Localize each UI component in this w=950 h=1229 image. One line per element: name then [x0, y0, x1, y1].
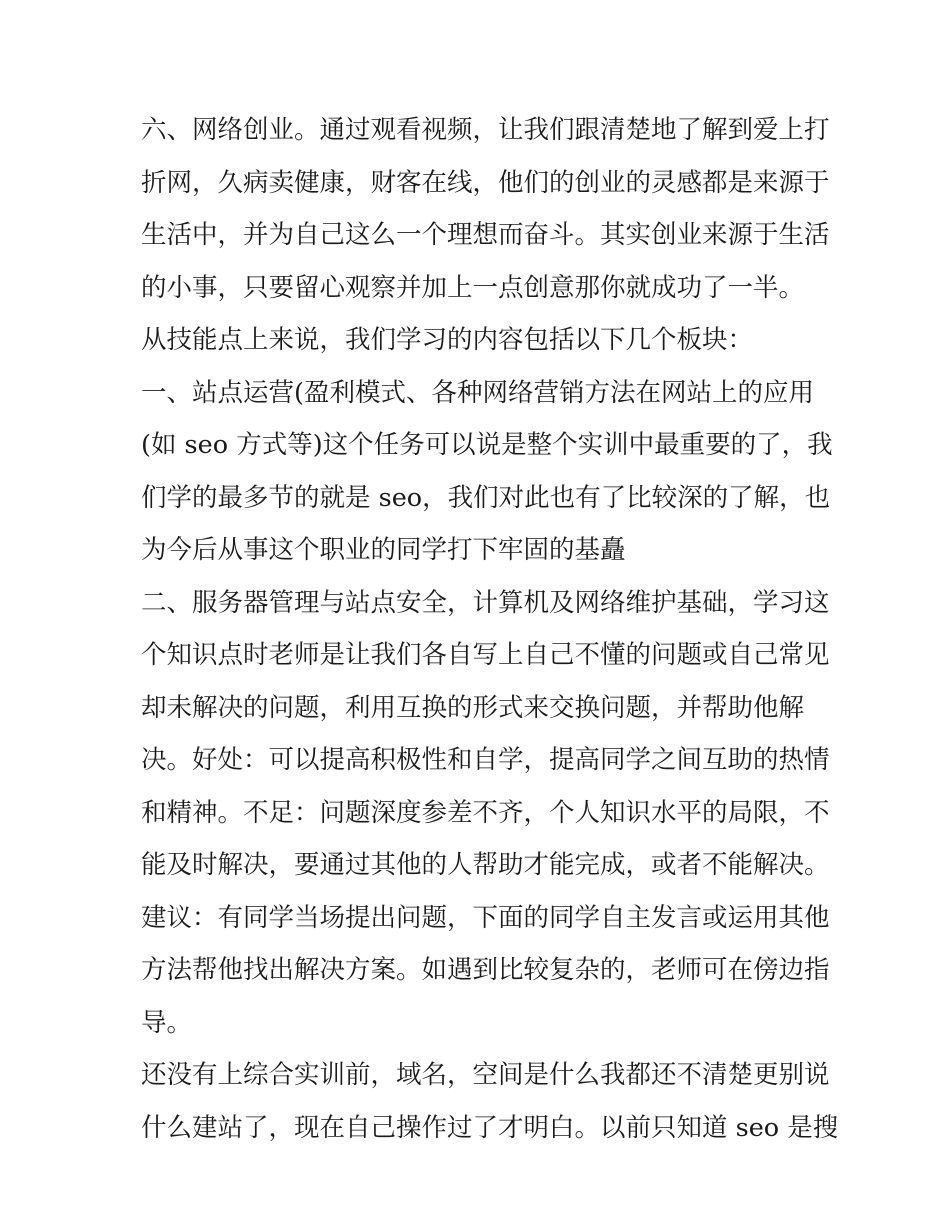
text-line: 生活中，并为自己这么一个理想而奋斗。其实创业来源于生活: [141, 220, 830, 250]
text-line: 的小事，只要留心观察并加上一点创意那你就成功了一半。: [141, 272, 805, 303]
text-line: 折网，久病卖健康，财客在线，他们的创业的灵感都是来源于: [141, 167, 830, 198]
text-line: 为今后从事这个职业的同学打下牢固的基矗: [141, 535, 626, 565]
text-line: 个知识点时老师是让我们各自写上自己不懂的问题或自己常见: [141, 640, 830, 670]
text-line: 们学的最多节的就是 seo，我们对此也有了比较深的了解，也: [141, 482, 831, 513]
text-line: 能及时解决，要通过其他的人帮助才能完成，或者不能解决。: [141, 850, 830, 880]
text-line: 什么建站了，现在自己操作过了才明白。以前只知道 seo 是搜: [141, 1112, 839, 1143]
document-body: [141, 104, 839, 1154]
text-line: (如 seo 方式等)这个任务可以说是整个实训中最重要的了，我: [141, 430, 833, 460]
text-line: 二、服务器管理与站点安全，计算机及网络维护基础，学习这: [141, 587, 830, 618]
text-line: 和精神。不足：问题深度参差不齐，个人知识水平的局限，不: [141, 797, 830, 828]
text-line: 却未解决的问题，利用互换的形式来交换问题，并帮助他解: [141, 692, 805, 723]
text-line: 六、网络创业。通过观看视频，让我们跟清楚地了解到爱上打: [141, 115, 830, 145]
text-line: 还没有上综合实训前，域名，空间是什么我都还不清楚更别说: [141, 1060, 830, 1090]
text-line: 一、站点运营(盈利模式、各种网络营销方法在网站上的应用: [141, 377, 814, 408]
text-line: 从技能点上来说，我们学习的内容包括以下几个板块：: [141, 325, 754, 355]
text-line: 方法帮他找出解决方案。如遇到比较复杂的，老师可在傍边指: [141, 955, 830, 985]
text-line: 建议：有同学当场提出问题，下面的同学自主发言或运用其他: [141, 902, 830, 933]
text-line: 决。好处：可以提高积极性和自学，提高同学之间互助的热情: [141, 745, 830, 775]
text-line: 导。: [141, 1007, 193, 1038]
